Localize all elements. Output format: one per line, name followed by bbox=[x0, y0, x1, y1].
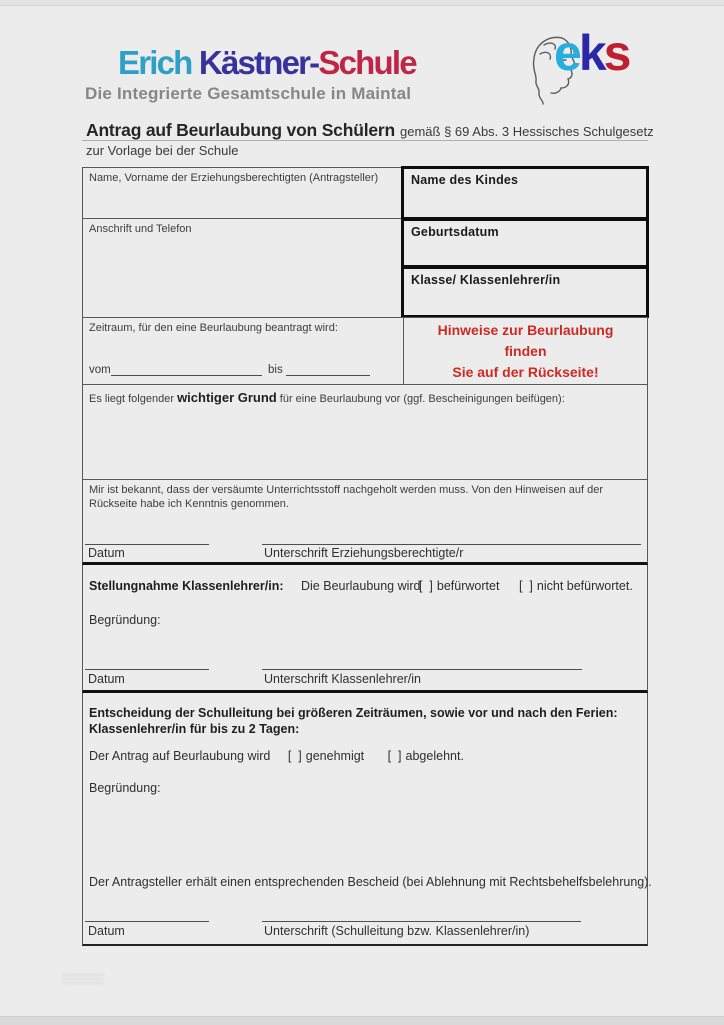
field-class-teacher-label: Klasse/ Klassenlehrer/in bbox=[411, 273, 561, 287]
checkbox-denied: [ ] bbox=[387, 749, 402, 763]
principal-title-line1: Entscheidung der Schulleitung bei größeren Zeiträumen, sowie vor und nach den Ferien: bbox=[89, 706, 618, 720]
period-to-label: bis bbox=[268, 364, 283, 376]
notice-box bbox=[403, 317, 648, 385]
document-title-line2: zur Vorlage bei der Schule bbox=[86, 143, 239, 158]
field-address-phone-label: Anschrift und Telefon bbox=[89, 223, 192, 235]
reason-prefix: Es liegt folgender bbox=[89, 393, 178, 405]
school-name-kaestner: Kästner- bbox=[198, 44, 319, 81]
teacher-option-reject bbox=[519, 579, 633, 593]
signature-label-teacher: Unterschrift Klassenlehrer/in bbox=[264, 672, 422, 686]
date-line-parent bbox=[85, 544, 209, 545]
period-from-line bbox=[111, 375, 262, 376]
signature-line-principal bbox=[262, 921, 581, 922]
field-reason bbox=[82, 384, 648, 480]
signature-line-parent bbox=[262, 544, 641, 545]
signature-label-principal: Unterschrift (Schulleitung bzw. Klassenlehrer/in) bbox=[264, 924, 530, 938]
logo-letter-k: k bbox=[578, 25, 604, 81]
field-birthdate bbox=[401, 218, 649, 268]
school-subtitle: Die Integrierte Gesamtschule in Maintal bbox=[85, 84, 412, 103]
date-label-teacher: Datum bbox=[88, 672, 125, 686]
field-child-name bbox=[401, 166, 649, 220]
period-to-line bbox=[286, 375, 370, 376]
teacher-section-title: Stellungnahme Klassenlehrer/in: bbox=[89, 579, 284, 593]
school-name-schule: Schule bbox=[318, 44, 416, 81]
field-child-name-label: Name des Kindes bbox=[411, 173, 519, 187]
granted-label: genehmigt bbox=[305, 749, 365, 763]
denied-label: abgelehnt. bbox=[405, 749, 464, 763]
notice-text bbox=[404, 318, 647, 385]
acknowledgement-text: Mir ist bekannt, dass der versäumte Unterrichtsstoff nachgeholt werden muss. Von den Hinweisen auf der Rückseite habe ich Kenntnis genommen. bbox=[89, 484, 604, 510]
checkbox-granted: [ ] bbox=[287, 749, 302, 763]
principal-section-title bbox=[89, 705, 641, 737]
school-name bbox=[118, 44, 416, 82]
field-class-teacher bbox=[401, 266, 649, 318]
section-teacher-statement bbox=[82, 565, 648, 693]
document-title bbox=[86, 120, 654, 141]
logo-letter-s: s bbox=[603, 25, 629, 81]
checkbox-reject: [ ] bbox=[519, 579, 533, 593]
signature-label-parent: Unterschrift Erziehungsberechtigte/r bbox=[264, 546, 464, 560]
approve-label: befürwortet bbox=[436, 579, 500, 593]
date-line-teacher bbox=[85, 669, 209, 670]
date-line-principal bbox=[85, 921, 209, 922]
title-underline bbox=[82, 140, 648, 141]
teacher-reason-label: Begründung: bbox=[89, 613, 161, 627]
principal-statement bbox=[89, 749, 464, 763]
notice-text-line1: Hinweise zur Beurlaubung finden bbox=[437, 321, 614, 359]
logo-eks bbox=[554, 24, 628, 82]
field-period-label: Zeitraum, für den eine Beurlaubung beantragt wird: bbox=[89, 322, 338, 334]
field-birthdate-label: Geburtsdatum bbox=[411, 225, 499, 239]
period-from-label: vom bbox=[89, 364, 111, 376]
logo-letter-e: e bbox=[554, 25, 579, 81]
document-title-main: Antrag auf Beurlaubung von Schülern bbox=[86, 120, 395, 140]
school-logo bbox=[526, 25, 646, 110]
reason-bold: wichtiger Grund bbox=[177, 390, 277, 405]
principal-notice: Der Antragsteller erhält einen entsprechenden Bescheid (bei Ablehnung mit Rechtsbehelfsbelehrung). bbox=[89, 875, 652, 889]
school-name-erich: Erich bbox=[118, 44, 199, 81]
field-address-phone bbox=[82, 218, 404, 318]
teacher-statement: Die Beurlaubung wird bbox=[301, 579, 421, 593]
field-applicant-name-label: Name, Vorname der Erziehungsberechtigten (Antragsteller) bbox=[89, 172, 379, 184]
field-period bbox=[82, 317, 404, 385]
document-title-legal: gemäß § 69 Abs. 3 Hessisches Schulgesetz bbox=[400, 124, 654, 139]
reason-suffix: für eine Beurlaubung vor (ggf. Bescheinigungen beifügen): bbox=[276, 393, 565, 405]
date-label-parent: Datum bbox=[88, 546, 125, 560]
notice-text-line2: Sie auf der Rückseite! bbox=[452, 363, 599, 380]
application-form-table bbox=[82, 167, 652, 946]
section-acknowledgement bbox=[82, 479, 648, 565]
principal-title-line2: Klassenlehrer/in für bis zu 2 Tagen: bbox=[89, 722, 300, 736]
signature-line-teacher bbox=[262, 669, 582, 670]
principal-reason-label: Begründung: bbox=[89, 781, 161, 795]
section-principal-decision bbox=[82, 693, 652, 946]
teacher-option-approve bbox=[419, 579, 499, 593]
date-label-principal: Datum bbox=[88, 924, 125, 938]
principal-statement-text: Der Antrag auf Beurlaubung wird bbox=[89, 749, 271, 763]
field-reason-label bbox=[83, 385, 647, 411]
reject-label: nicht befürwortet. bbox=[536, 579, 633, 593]
field-applicant-name bbox=[82, 167, 404, 219]
faint-watermark bbox=[62, 972, 104, 988]
scan-top-edge bbox=[0, 0, 724, 6]
checkbox-approve: [ ] bbox=[419, 579, 433, 593]
